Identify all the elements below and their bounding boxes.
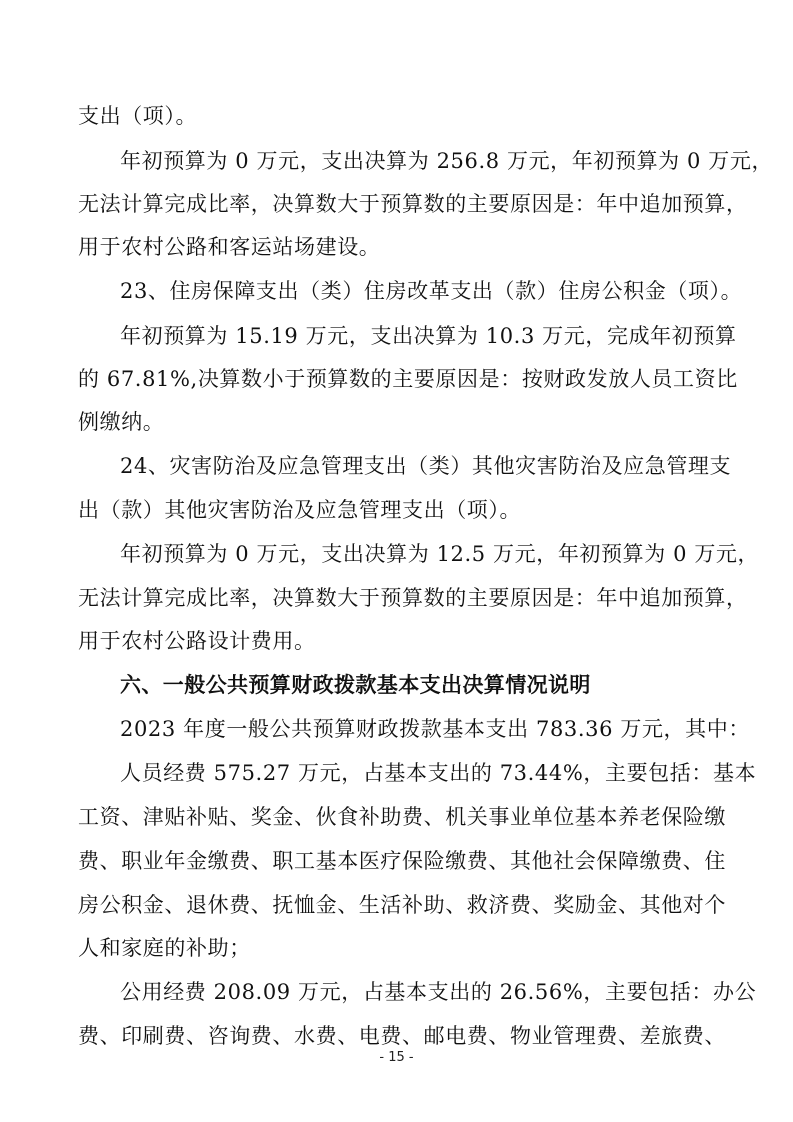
text-line: 公用经费 208.09 万元，占基本支出的 26.56%，主要包括：办公 bbox=[120, 980, 757, 1004]
text-line: 无法计算完成比率，决算数大于预算数的主要原因是：年中追加预算， bbox=[78, 192, 748, 216]
text-line: 房公积金、退休费、抚恤金、生活补助、救济费、奖励金、其他对个 bbox=[78, 893, 726, 917]
text-line: 年初预算为 0 万元，支出决算为 256.8 万元，年初预算为 0 万元， bbox=[120, 149, 774, 173]
section-heading: 六、一般公共预算财政拨款基本支出决算情况说明 bbox=[120, 673, 591, 697]
text-line: 用于农村公路设计费用。 bbox=[78, 629, 316, 653]
text-line: 例缴纳。 bbox=[78, 410, 165, 434]
text-line: 的 67.81%,决算数小于预算数的主要原因是：按财政发放人员工资比 bbox=[78, 367, 738, 391]
text-line: 24、灾害防治及应急管理支出（类）其他灾害防治及应急管理支 bbox=[120, 454, 732, 478]
text-line: 年初预算为 15.19 万元，支出决算为 10.3 万元，完成年初预算 bbox=[120, 324, 737, 348]
text-line: 2023 年度一般公共预算财政拨款基本支出 783.36 万元，其中： bbox=[120, 717, 750, 741]
text-line: 出（款）其他灾害防治及应急管理支出（项）。 bbox=[78, 498, 522, 522]
text-line: 年初预算为 0 万元，支出决算为 12.5 万元，年初预算为 0 万元， bbox=[120, 542, 760, 566]
text-line: 工资、津贴补贴、奖金、伙食补助费、机关事业单位基本养老保险缴 bbox=[78, 805, 726, 829]
text-line: 人和家庭的补助； bbox=[78, 936, 251, 960]
text-line: 无法计算完成比率，决算数大于预算数的主要原因是：年中追加预算， bbox=[78, 586, 748, 610]
text-line: 费、职业年金缴费、职工基本医疗保险缴费、其他社会保障缴费、住 bbox=[78, 849, 726, 873]
text-line: 人员经费 575.27 万元，占基本支出的 73.44%，主要包括：基本 bbox=[120, 761, 757, 785]
text-line: 费、印刷费、咨询费、水费、电费、邮电费、物业管理费、差旅费、 bbox=[78, 1024, 726, 1048]
text-line: 支出（项）。 bbox=[78, 104, 198, 128]
text-line: 23、住房保障支出（类）住房改革支出（款）住房公积金（项）。 bbox=[120, 279, 743, 303]
text-line: 用于农村公路和客运站场建设。 bbox=[78, 235, 381, 259]
page-number: - 15 - bbox=[379, 1050, 414, 1065]
